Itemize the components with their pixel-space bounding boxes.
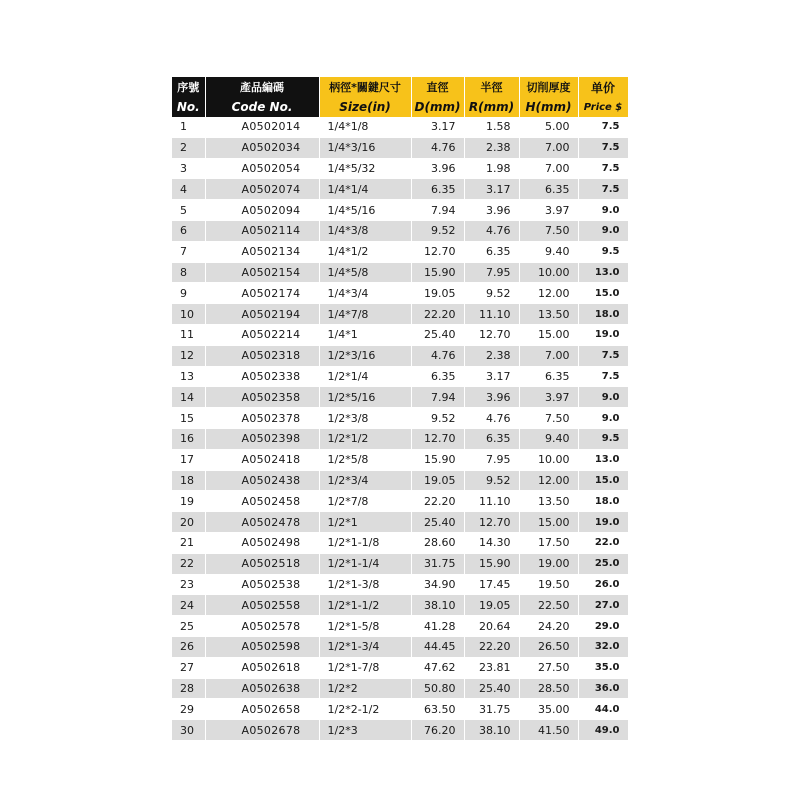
cell-radius: 15.90 bbox=[464, 553, 519, 574]
cell-size: 1/2*2-1/2 bbox=[319, 699, 411, 720]
header-diameter-cn: 直徑 bbox=[411, 77, 464, 97]
cell-cut-height: 35.00 bbox=[519, 699, 578, 720]
cell-price: 7.5 bbox=[578, 158, 628, 179]
cell-diameter: 31.75 bbox=[411, 553, 464, 574]
cell-diameter: 41.28 bbox=[411, 616, 464, 637]
product-spec-table bbox=[172, 77, 629, 741]
table-row bbox=[172, 200, 628, 221]
cell-size: 1/2*5/8 bbox=[319, 449, 411, 470]
cell-radius: 6.35 bbox=[464, 241, 519, 262]
cell-size: 1/2*3/16 bbox=[319, 345, 411, 366]
table-row bbox=[172, 678, 628, 699]
cell-price: 26.0 bbox=[578, 574, 628, 595]
cell-radius: 19.05 bbox=[464, 595, 519, 616]
table-row bbox=[172, 449, 628, 470]
cell-price: 18.0 bbox=[578, 304, 628, 325]
cell-radius: 3.96 bbox=[464, 200, 519, 221]
cell-diameter: 12.70 bbox=[411, 241, 464, 262]
cell-radius: 9.52 bbox=[464, 470, 519, 491]
cell-number: 22 bbox=[172, 553, 205, 574]
cell-price: 9.0 bbox=[578, 200, 628, 221]
cell-cut-height: 5.00 bbox=[519, 117, 578, 137]
cell-diameter: 4.76 bbox=[411, 137, 464, 158]
cell-code: A0502054 bbox=[205, 158, 319, 179]
cell-number: 27 bbox=[172, 657, 205, 678]
cell-size: 1/2*1/4 bbox=[319, 366, 411, 387]
cell-size: 1/2*1-1/4 bbox=[319, 553, 411, 574]
table-row bbox=[172, 470, 628, 491]
cell-price: 29.0 bbox=[578, 616, 628, 637]
cell-radius: 11.10 bbox=[464, 491, 519, 512]
cell-cut-height: 22.50 bbox=[519, 595, 578, 616]
cell-diameter: 19.05 bbox=[411, 470, 464, 491]
cell-cut-height: 41.50 bbox=[519, 720, 578, 741]
cell-cut-height: 12.00 bbox=[519, 470, 578, 491]
cell-size: 1/4*5/32 bbox=[319, 158, 411, 179]
cell-cut-height: 3.97 bbox=[519, 200, 578, 221]
cell-number: 17 bbox=[172, 449, 205, 470]
table-row bbox=[172, 345, 628, 366]
cell-number: 16 bbox=[172, 428, 205, 449]
cell-radius: 3.96 bbox=[464, 387, 519, 408]
cell-cut-height: 3.97 bbox=[519, 387, 578, 408]
cell-number: 7 bbox=[172, 241, 205, 262]
table-row bbox=[172, 720, 628, 741]
cell-cut-height: 9.40 bbox=[519, 241, 578, 262]
cell-radius: 6.35 bbox=[464, 428, 519, 449]
cell-number: 30 bbox=[172, 720, 205, 741]
cell-code: A0502194 bbox=[205, 304, 319, 325]
table-row bbox=[172, 324, 628, 345]
cell-diameter: 22.20 bbox=[411, 491, 464, 512]
cell-code: A0502094 bbox=[205, 200, 319, 221]
cell-diameter: 15.90 bbox=[411, 449, 464, 470]
cell-number: 20 bbox=[172, 512, 205, 533]
cell-radius: 31.75 bbox=[464, 699, 519, 720]
cell-number: 24 bbox=[172, 595, 205, 616]
cell-code: A0502558 bbox=[205, 595, 319, 616]
cell-diameter: 50.80 bbox=[411, 678, 464, 699]
cell-radius: 25.40 bbox=[464, 678, 519, 699]
cell-cut-height: 19.50 bbox=[519, 574, 578, 595]
cell-cut-height: 7.00 bbox=[519, 158, 578, 179]
table-body bbox=[172, 117, 628, 740]
cell-radius: 7.95 bbox=[464, 449, 519, 470]
cell-number: 19 bbox=[172, 491, 205, 512]
cell-diameter: 6.35 bbox=[411, 366, 464, 387]
cell-number: 28 bbox=[172, 678, 205, 699]
cell-code: A0502438 bbox=[205, 470, 319, 491]
cell-price: 27.0 bbox=[578, 595, 628, 616]
header-no-cn: 序號 bbox=[172, 77, 205, 97]
cell-price: 7.5 bbox=[578, 137, 628, 158]
cell-cut-height: 13.50 bbox=[519, 304, 578, 325]
cell-code: A0502214 bbox=[205, 324, 319, 345]
cell-size: 1/4*5/16 bbox=[319, 200, 411, 221]
cell-price: 19.0 bbox=[578, 512, 628, 533]
cell-number: 18 bbox=[172, 470, 205, 491]
cell-size: 1/4*1 bbox=[319, 324, 411, 345]
cell-number: 15 bbox=[172, 408, 205, 429]
cell-price: 13.0 bbox=[578, 449, 628, 470]
cell-price: 9.0 bbox=[578, 408, 628, 429]
header-code-en: Code No. bbox=[205, 97, 319, 117]
cell-code: A0502074 bbox=[205, 179, 319, 200]
cell-diameter: 3.96 bbox=[411, 158, 464, 179]
cell-code: A0502498 bbox=[205, 532, 319, 553]
cell-code: A0502538 bbox=[205, 574, 319, 595]
header-cut-height-en: H(mm) bbox=[519, 97, 578, 117]
cell-diameter: 9.52 bbox=[411, 220, 464, 241]
header-radius-cn: 半徑 bbox=[464, 77, 519, 97]
header-price-en: Price $ bbox=[578, 97, 628, 117]
cell-size: 1/2*1-1/2 bbox=[319, 595, 411, 616]
cell-cut-height: 7.00 bbox=[519, 137, 578, 158]
cell-code: A0502014 bbox=[205, 117, 319, 137]
cell-diameter: 63.50 bbox=[411, 699, 464, 720]
cell-cut-height: 6.35 bbox=[519, 179, 578, 200]
cell-diameter: 19.05 bbox=[411, 283, 464, 304]
cell-radius: 11.10 bbox=[464, 304, 519, 325]
cell-code: A0502578 bbox=[205, 616, 319, 637]
cell-radius: 20.64 bbox=[464, 616, 519, 637]
cell-size: 1/2*5/16 bbox=[319, 387, 411, 408]
cell-radius: 38.10 bbox=[464, 720, 519, 741]
cell-code: A0502114 bbox=[205, 220, 319, 241]
cell-code: A0502618 bbox=[205, 657, 319, 678]
cell-cut-height: 28.50 bbox=[519, 678, 578, 699]
cell-code: A0502638 bbox=[205, 678, 319, 699]
cell-size: 1/2*1-3/8 bbox=[319, 574, 411, 595]
cell-size: 1/2*3/4 bbox=[319, 470, 411, 491]
cell-code: A0502034 bbox=[205, 137, 319, 158]
cell-diameter: 15.90 bbox=[411, 262, 464, 283]
cell-cut-height: 6.35 bbox=[519, 366, 578, 387]
cell-radius: 4.76 bbox=[464, 220, 519, 241]
cell-size: 1/4*3/8 bbox=[319, 220, 411, 241]
cell-price: 13.0 bbox=[578, 262, 628, 283]
cell-price: 9.5 bbox=[578, 241, 628, 262]
cell-cut-height: 15.00 bbox=[519, 324, 578, 345]
cell-size: 1/4*1/4 bbox=[319, 179, 411, 200]
table-row bbox=[172, 616, 628, 637]
cell-size: 1/2*2 bbox=[319, 678, 411, 699]
cell-price: 9.0 bbox=[578, 220, 628, 241]
cell-diameter: 34.90 bbox=[411, 574, 464, 595]
table-row bbox=[172, 220, 628, 241]
cell-number: 26 bbox=[172, 636, 205, 657]
cell-size: 1/4*1/2 bbox=[319, 241, 411, 262]
cell-cut-height: 10.00 bbox=[519, 262, 578, 283]
cell-number: 1 bbox=[172, 117, 205, 137]
header-no-en: No. bbox=[172, 97, 205, 117]
table-row bbox=[172, 158, 628, 179]
cell-radius: 3.17 bbox=[464, 366, 519, 387]
cell-number: 14 bbox=[172, 387, 205, 408]
cell-code: A0502358 bbox=[205, 387, 319, 408]
table-row bbox=[172, 304, 628, 325]
table-row bbox=[172, 512, 628, 533]
cell-number: 2 bbox=[172, 137, 205, 158]
cell-cut-height: 13.50 bbox=[519, 491, 578, 512]
cell-diameter: 38.10 bbox=[411, 595, 464, 616]
cell-price: 7.5 bbox=[578, 366, 628, 387]
cell-diameter: 6.35 bbox=[411, 179, 464, 200]
table-row bbox=[172, 387, 628, 408]
cell-code: A0502398 bbox=[205, 428, 319, 449]
cell-cut-height: 24.20 bbox=[519, 616, 578, 637]
cell-number: 10 bbox=[172, 304, 205, 325]
cell-size: 1/2*1/2 bbox=[319, 428, 411, 449]
cell-number: 12 bbox=[172, 345, 205, 366]
cell-code: A0502154 bbox=[205, 262, 319, 283]
cell-cut-height: 10.00 bbox=[519, 449, 578, 470]
cell-size: 1/2*1-3/4 bbox=[319, 636, 411, 657]
table-row bbox=[172, 137, 628, 158]
cell-number: 8 bbox=[172, 262, 205, 283]
table-row bbox=[172, 699, 628, 720]
cell-price: 22.0 bbox=[578, 532, 628, 553]
table-row bbox=[172, 574, 628, 595]
cell-size: 1/4*3/4 bbox=[319, 283, 411, 304]
cell-price: 15.0 bbox=[578, 470, 628, 491]
header-radius-en: R(mm) bbox=[464, 97, 519, 117]
header-row-chinese bbox=[172, 77, 628, 97]
cell-cut-height: 7.00 bbox=[519, 345, 578, 366]
table-row bbox=[172, 262, 628, 283]
cell-radius: 2.38 bbox=[464, 345, 519, 366]
cell-diameter: 25.40 bbox=[411, 324, 464, 345]
cell-size: 1/2*1-1/8 bbox=[319, 532, 411, 553]
cell-size: 1/4*3/16 bbox=[319, 137, 411, 158]
cell-number: 5 bbox=[172, 200, 205, 221]
header-diameter-en: D(mm) bbox=[411, 97, 464, 117]
table-row bbox=[172, 179, 628, 200]
cell-price: 7.5 bbox=[578, 117, 628, 137]
cell-code: A0502338 bbox=[205, 366, 319, 387]
header-price-cn: 单价 bbox=[578, 77, 628, 97]
cell-radius: 17.45 bbox=[464, 574, 519, 595]
cell-price: 35.0 bbox=[578, 657, 628, 678]
cell-number: 13 bbox=[172, 366, 205, 387]
cell-price: 9.5 bbox=[578, 428, 628, 449]
table-row bbox=[172, 595, 628, 616]
cell-size: 1/2*3 bbox=[319, 720, 411, 741]
cell-cut-height: 17.50 bbox=[519, 532, 578, 553]
table-row bbox=[172, 408, 628, 429]
cell-number: 23 bbox=[172, 574, 205, 595]
cell-size: 1/2*1-7/8 bbox=[319, 657, 411, 678]
cell-cut-height: 15.00 bbox=[519, 512, 578, 533]
cell-radius: 1.98 bbox=[464, 158, 519, 179]
cell-diameter: 76.20 bbox=[411, 720, 464, 741]
cell-diameter: 4.76 bbox=[411, 345, 464, 366]
cell-size: 1/2*1 bbox=[319, 512, 411, 533]
cell-price: 7.5 bbox=[578, 179, 628, 200]
cell-code: A0502678 bbox=[205, 720, 319, 741]
cell-radius: 7.95 bbox=[464, 262, 519, 283]
cell-price: 49.0 bbox=[578, 720, 628, 741]
cell-diameter: 7.94 bbox=[411, 387, 464, 408]
cell-code: A0502478 bbox=[205, 512, 319, 533]
cell-price: 19.0 bbox=[578, 324, 628, 345]
cell-radius: 12.70 bbox=[464, 512, 519, 533]
cell-code: A0502518 bbox=[205, 553, 319, 574]
cell-number: 21 bbox=[172, 532, 205, 553]
cell-number: 6 bbox=[172, 220, 205, 241]
table-row bbox=[172, 283, 628, 304]
cell-diameter: 25.40 bbox=[411, 512, 464, 533]
table-row bbox=[172, 657, 628, 678]
cell-cut-height: 12.00 bbox=[519, 283, 578, 304]
cell-radius: 9.52 bbox=[464, 283, 519, 304]
cell-diameter: 22.20 bbox=[411, 304, 464, 325]
cell-code: A0502378 bbox=[205, 408, 319, 429]
cell-price: 18.0 bbox=[578, 491, 628, 512]
cell-diameter: 9.52 bbox=[411, 408, 464, 429]
cell-diameter: 44.45 bbox=[411, 636, 464, 657]
cell-size: 1/4*1/8 bbox=[319, 117, 411, 137]
header-size-cn: 柄徑*關鍵尺寸 bbox=[319, 77, 411, 97]
cell-price: 36.0 bbox=[578, 678, 628, 699]
cell-price: 25.0 bbox=[578, 553, 628, 574]
cell-radius: 3.17 bbox=[464, 179, 519, 200]
cell-price: 9.0 bbox=[578, 387, 628, 408]
cell-number: 11 bbox=[172, 324, 205, 345]
cell-code: A0502418 bbox=[205, 449, 319, 470]
cell-price: 32.0 bbox=[578, 636, 628, 657]
cell-number: 3 bbox=[172, 158, 205, 179]
cell-price: 44.0 bbox=[578, 699, 628, 720]
header-size-en: Size(in) bbox=[319, 97, 411, 117]
cell-radius: 12.70 bbox=[464, 324, 519, 345]
cell-cut-height: 7.50 bbox=[519, 408, 578, 429]
cell-size: 1/2*7/8 bbox=[319, 491, 411, 512]
cell-code: A0502318 bbox=[205, 345, 319, 366]
cell-radius: 2.38 bbox=[464, 137, 519, 158]
table-row bbox=[172, 428, 628, 449]
cell-radius: 14.30 bbox=[464, 532, 519, 553]
cell-radius: 1.58 bbox=[464, 117, 519, 137]
cell-cut-height: 9.40 bbox=[519, 428, 578, 449]
cell-number: 25 bbox=[172, 616, 205, 637]
cell-price: 15.0 bbox=[578, 283, 628, 304]
header-cut-height-cn: 切削厚度 bbox=[519, 77, 578, 97]
table-row bbox=[172, 553, 628, 574]
cell-number: 9 bbox=[172, 283, 205, 304]
cell-diameter: 47.62 bbox=[411, 657, 464, 678]
header-row-english bbox=[172, 97, 628, 117]
cell-cut-height: 19.00 bbox=[519, 553, 578, 574]
cell-size: 1/4*5/8 bbox=[319, 262, 411, 283]
cell-radius: 23.81 bbox=[464, 657, 519, 678]
cell-code: A0502598 bbox=[205, 636, 319, 657]
cell-cut-height: 7.50 bbox=[519, 220, 578, 241]
cell-price: 7.5 bbox=[578, 345, 628, 366]
cell-radius: 22.20 bbox=[464, 636, 519, 657]
cell-diameter: 12.70 bbox=[411, 428, 464, 449]
table-row bbox=[172, 636, 628, 657]
table-row bbox=[172, 532, 628, 553]
cell-diameter: 28.60 bbox=[411, 532, 464, 553]
cell-cut-height: 27.50 bbox=[519, 657, 578, 678]
table-row bbox=[172, 366, 628, 387]
cell-size: 1/2*3/8 bbox=[319, 408, 411, 429]
cell-diameter: 7.94 bbox=[411, 200, 464, 221]
table-row bbox=[172, 491, 628, 512]
cell-code: A0502458 bbox=[205, 491, 319, 512]
cell-number: 4 bbox=[172, 179, 205, 200]
cell-code: A0502174 bbox=[205, 283, 319, 304]
cell-diameter: 3.17 bbox=[411, 117, 464, 137]
table-row bbox=[172, 117, 628, 137]
cell-size: 1/4*7/8 bbox=[319, 304, 411, 325]
cell-code: A0502658 bbox=[205, 699, 319, 720]
header-code-cn: 產品編碼 bbox=[205, 77, 319, 97]
cell-size: 1/2*1-5/8 bbox=[319, 616, 411, 637]
cell-cut-height: 26.50 bbox=[519, 636, 578, 657]
cell-radius: 4.76 bbox=[464, 408, 519, 429]
table-row bbox=[172, 241, 628, 262]
cell-code: A0502134 bbox=[205, 241, 319, 262]
cell-number: 29 bbox=[172, 699, 205, 720]
